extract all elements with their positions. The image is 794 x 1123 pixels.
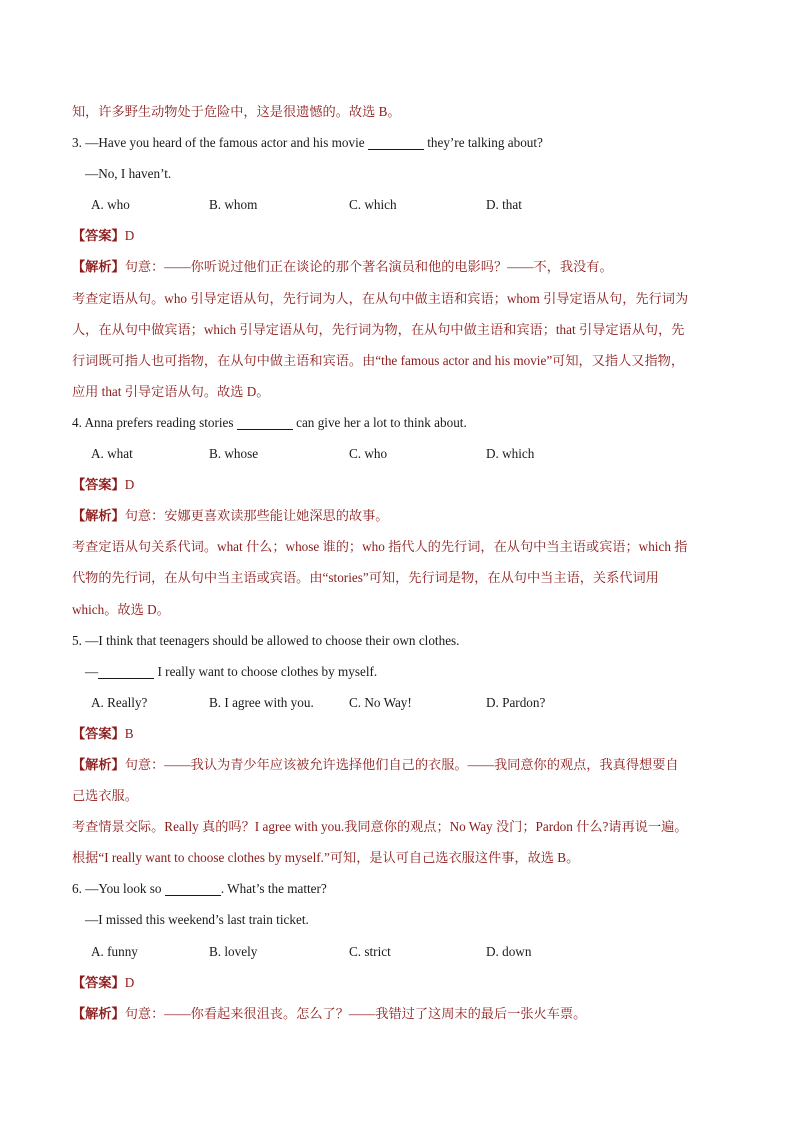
explain-translation: 句意：——我认为青少年应该被允许选择他们自己的衣服。——我同意你的观点，我真得想要自: [124, 756, 679, 772]
option-a: A. what: [91, 446, 133, 462]
option-b: B. whom: [209, 197, 258, 213]
explain-line: 考查情景交际。Really 真的吗？I agree with you.我同意你的观点；No Way 没门；Pardon 什么?请再说一遍。: [72, 819, 688, 835]
question-6-line2: —I missed this weekend’s last train ticket.: [85, 912, 309, 928]
answer-label: 【答案】: [72, 477, 125, 493]
question-3-stem-before: 3. —Have you heard of the famous actor and his movie: [72, 135, 368, 151]
option-d: D. which: [486, 446, 535, 462]
answer-blank: [237, 414, 293, 430]
question-5-line2: [72, 656, 732, 687]
question-6-explain-first: [72, 998, 732, 1029]
explain-line: 人，在从句中做宾语；which 引导定语从句，先行词为物，在从句中做主语和宾语；that 引导定语从句，先: [72, 321, 685, 337]
question-5-answer: [72, 718, 732, 749]
question-6-stem: [72, 873, 732, 904]
option-c: C. strict: [349, 943, 391, 959]
answer-label: 【答案】: [72, 974, 125, 990]
option-a: A. funny: [91, 943, 138, 959]
question-4-stem-after: can give her a lot to think about.: [292, 414, 467, 430]
question-4-stem-before: 4. Anna prefers reading stories: [72, 414, 237, 430]
option-c: C. who: [349, 446, 388, 462]
explain-label: 【解析】: [72, 508, 125, 524]
option-a: A. who: [91, 197, 130, 213]
explain-label: 【解析】: [72, 259, 125, 275]
question-6-answer: [72, 967, 732, 998]
explain-line: which。故选 D。: [72, 601, 170, 617]
explain-label: 【解析】: [72, 756, 125, 772]
explain-label: 【解析】: [72, 1005, 125, 1021]
question-5-options: [72, 687, 732, 718]
answer-value: B: [124, 725, 134, 741]
question-4-stem: [72, 407, 732, 438]
question-5-line2-before: —: [85, 663, 99, 679]
answer-value: D: [124, 228, 135, 244]
explain-translation: 句意：——你听说过他们正在谈论的那个著名演员和他的电影吗？——不，我没有。: [124, 259, 613, 275]
option-d: D. down: [486, 943, 532, 959]
explain-translation-cont: 己选衣服。: [72, 788, 138, 804]
question-5-explain-first: [72, 749, 732, 780]
question-3-line2: —No, I haven’t.: [85, 166, 172, 182]
explain-line: 考查定语从句关系代词。what 什么；whose 谁的；who 指代人的先行词，在从句中当主语或宾语；which 指: [72, 539, 688, 555]
question-3-answer: [72, 220, 732, 251]
document-page: [72, 96, 732, 1029]
explain-line: 行词既可指人也可指物，在从句中做主语和宾语。由“the famous actor and his movie”可知，又指人又指物，: [72, 352, 685, 368]
explain-line: 根据“I really want to choose clothes by myself.”可知，是认可自己选衣服这件事，故选 B。: [72, 850, 580, 866]
question-4-options: [72, 438, 732, 469]
question-5-line2-after: I really want to choose clothes by myself.: [154, 663, 378, 679]
answer-blank: [368, 134, 424, 150]
question-3-stem-after: they’re talking about?: [423, 135, 543, 151]
option-d: D. Pardon?: [486, 694, 546, 710]
question-6-options: [72, 936, 732, 967]
question-4-explain-first: [72, 500, 732, 531]
question-5-stem: 5. —I think that teenagers should be allowed to choose their own clothes.: [72, 632, 460, 648]
option-c: C. No Way!: [349, 694, 412, 710]
explain-line: 考查定语从句。who 引导定语从句，先行词为人，在从句中做主语和宾语；whom 引导定语从句，先行词为: [72, 290, 689, 306]
explain-line: 代物的先行词，在从句中当主语或宾语。由“stories”可知，先行词是物，在从句中当主语，关系代词用: [72, 570, 659, 586]
option-d: D. that: [486, 197, 522, 213]
answer-label: 【答案】: [72, 228, 125, 244]
answer-value: D: [124, 974, 135, 990]
explain-line: 应用 that 引导定语从句。故选 D。: [72, 383, 270, 399]
explain-translation: 句意：安娜更喜欢读那些能让她深思的故事。: [124, 508, 389, 524]
question-3-stem: [72, 127, 732, 158]
intro-line: 知，许多野生动物处于危险中，这是很遗憾的。故选 B。: [72, 104, 401, 119]
option-b: B. lovely: [209, 943, 258, 959]
answer-blank: [98, 663, 154, 679]
option-b: B. I agree with you.: [209, 694, 314, 710]
question-6-stem-before: 6. —You look so: [72, 881, 165, 897]
explain-translation: 句意：——你看起来很沮丧。怎么了？——我错过了这周末的最后一张火车票。: [124, 1005, 587, 1021]
question-6-stem-after: . What’s the matter?: [220, 881, 327, 897]
question-4-answer: [72, 469, 732, 500]
answer-value: D: [124, 477, 135, 493]
question-3-options: [72, 189, 732, 220]
answer-label: 【答案】: [72, 725, 125, 741]
answer-blank: [165, 880, 221, 896]
option-c: C. which: [349, 197, 397, 213]
option-a: A. Really?: [91, 694, 148, 710]
option-b: B. whose: [209, 446, 259, 462]
question-3-explain-first: [72, 251, 732, 282]
